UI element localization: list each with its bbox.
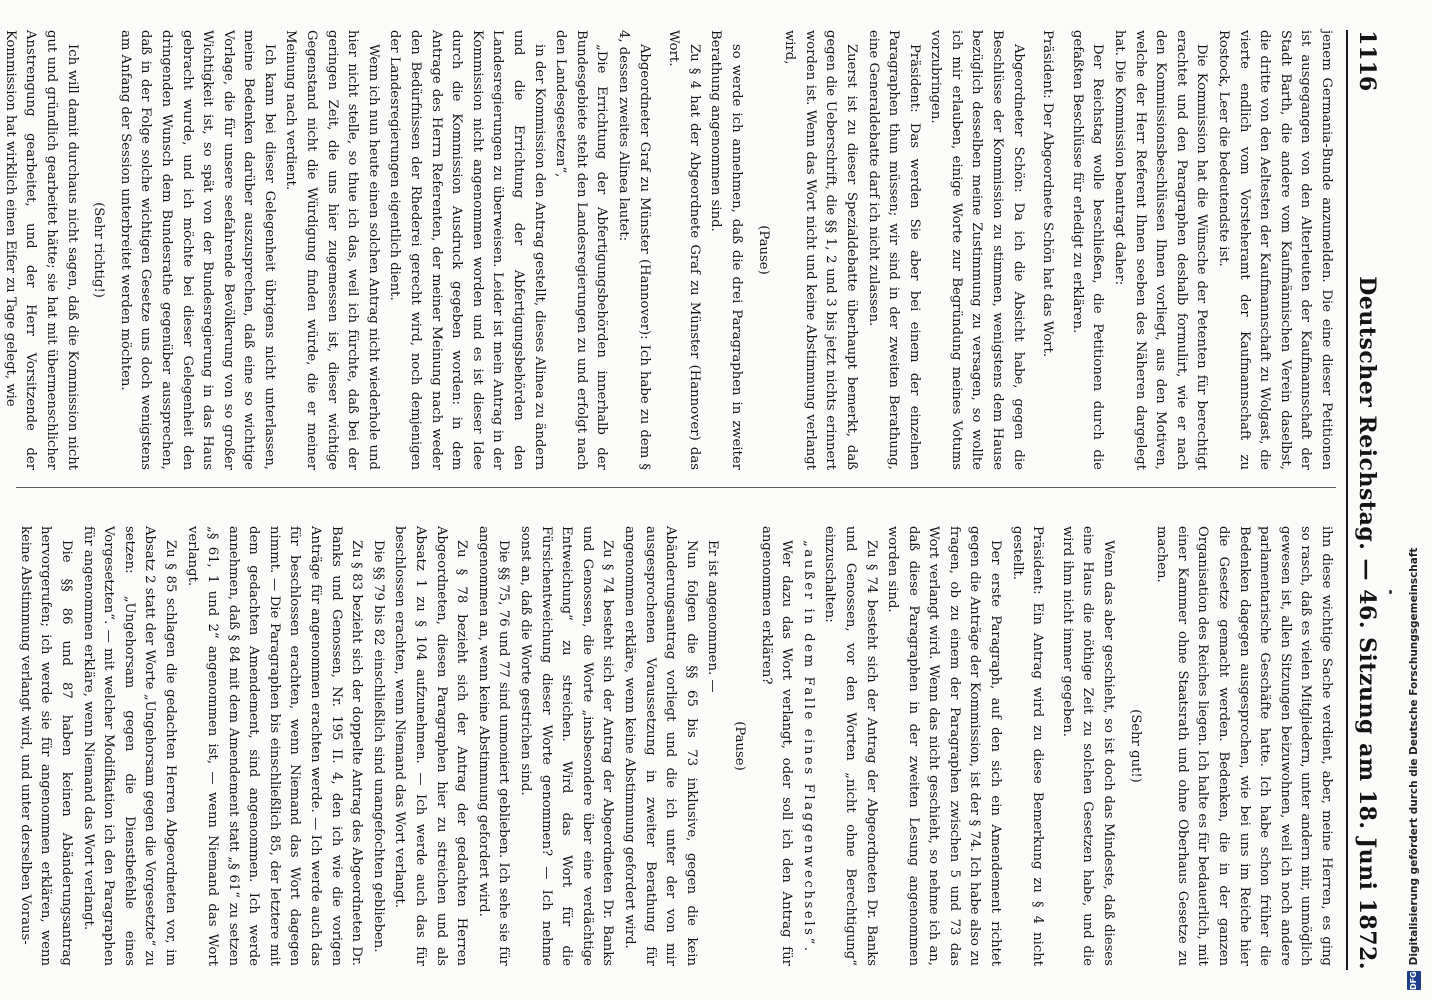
paragraph: Nun folgen die §§ 65 bis 73 inklusive, gegen die kein Abänderungsantrag vorliegt und die ich unter der von mir ausgesprochenen Voraussetzung in zweiter Berathung für angenommen erkläre, wenn keine Abstimmung gefordert wird. [622, 526, 699, 966]
digitization-credit-text: Digitalisierung gefördert durch die Deutsche Forschungsgemeinschaft [1408, 547, 1420, 966]
digitization-credit [1404, 547, 1424, 990]
page-number: 1116 [1354, 30, 1380, 92]
paragraph: Wenn ich nun heute einen solchen Antrag nicht wiederhole und hier nicht stelle, so thue ich das, weil ich fürchte, daß bei der geringen Zeit, die uns hier zugemessen ist, dieser wichtige Gegenstand nicht die Würdigung finden würde, die er meiner Meinung nach verdient. [283, 30, 381, 470]
paragraph: Präsident: Das werden Sie aber bei einem der einzelnen Paragraphen thun müssen; wir sind in der zweiten Berathung, eine Generaldebatte darf ich nicht zulassen. [865, 30, 922, 470]
paragraph: Die Kommission hat die Wünsche der Petenten für berechtigt erachtet und den Paragraphen deshalb formulirt, wie er nach den Kommissionsbeschlüssen Ihnen vorliegt, aus den Motiven, welche der Herr Referent Ihnen soeben des Näheren dargelegt hat. Die Kommission beantragt daher: [1112, 30, 1210, 470]
paragraph: (Sehr gut!) [1127, 709, 1143, 783]
scan-speck [1389, 590, 1392, 594]
paragraph: (Pause) [731, 721, 747, 771]
paragraph: in der Kommission den Antrag gestellt, dieses Alinea zu ändern und die Errichtung der Abfertigungsbehörden den Landesregierungen zu überweisen. Leider ist mein Antrag in der Kommission nicht angenommen worden und es ist dieser Idee durch die Kommission Ausdruck gegeben worden: in dem Antrage des Herrn Referenten, der meiner Meinung nach weder den Bedürfnissen der Rhederei gerecht wird, noch demjenigen der Landesregierungen eigentlich dient. [387, 30, 547, 470]
paragraph: Zu § 85 schlagen die gedachten Herren Abgeordneten vor, im Absatz 2 statt der Worte „Ungehorsam gegen die Vorgesetzte“ zu setzen: „Ungehorsam gegen die Dienstbefehle eines Vorgesetzten“. — mit welcher Modifikation ich den Paragraphen für angenommen erkläre, wenn Niemand das Wort verlangt. [80, 526, 178, 966]
paragraph: Ich kann bei dieser Gelegenheit übrigens nicht unterlassen, meine Bedenken darüber auszusprechen, daß eine so wichtige Vorlage, die für unsere seefahrende Bevölkerung von so großer Wichtigkeit ist, so spät von der Bundesregierung in das Haus gebracht wurde, und ich möchte bei dieser Gelegenheit den dringenden Wunsch dem Bundesrathe gegenüber aussprechen, daß in der Folge solche wichtigen Gesetze uns doch wenigstens am Anfang der Session unterbreitet werden möchten. [117, 30, 277, 470]
paragraph: Zu § 74 besteht sich der Antrag der Abgeordneten Dr. Banks und Genossen, vor den Worten „nicht ohne Berechtigung“ einzuschalten: [822, 526, 879, 966]
paragraph-gap [654, 30, 662, 470]
paragraph: Die §§ 79 bis 82 einschließlich sind unangefochten geblieben. [370, 540, 386, 953]
paragraph: Wenn das aber geschieht, so ist doch das Mindeste, daß dieses eine Haus die nöthige Zeit zu solchen Gesetzen habe, und die wird ihm nicht immer gegeben. [1059, 526, 1117, 966]
paragraph: „außer in dem Falle eines Flaggenwechsels“. [800, 540, 816, 954]
paragraph: (Sehr richtig!) [91, 202, 107, 298]
page-header [1346, 30, 1390, 970]
paragraph: Die §§ 75, 76 und 77 sind unmoniert geblieben. Ich sehe sie für angenommen an, wenn keine Abstimmung gefordert wird. [475, 526, 512, 966]
right-text-column [13, 526, 1336, 966]
paragraph: Die §§ 86 und 87 haben keinen Abänderungsantrag hervorgerufen; ich werde sie für angenommen erklären, wenn keine Abstimmung verlangt wird, und unter derselben Voraus- [17, 526, 74, 966]
paragraph: Er ist angenommen. — [705, 540, 721, 693]
paragraph: Zuerst ist zu dieser Spezialdebatte überhaupt bemerkt, daß gegen die Ueberschrift, die §§ 1, 2 und 3 bis jetzt nichts erinnert worden ist. Wenn das Wort nicht und keine Abstimmung verlangt wird, [782, 30, 859, 470]
paragraph: Ich will damit durchaus nicht sagen, daß die Kommission nicht gut und gründlich gearbeitet hätte; sie hat mit übermenschlicher Anstrengung gearbeitet, und der Herr Vorsitzende der Kommission hat wirklich einen Eifer zu Tage gelegt, wie [2, 30, 80, 470]
paragraph: Präsident: Der Abgeordnete Schön hat das Wort. [1040, 30, 1056, 358]
dfg-logo: DFG [1407, 971, 1421, 990]
paragraph: Der erste Paragraph, auf den sich ein Amendement richtet gegen die Anträge der Kommission, ist der § 74. Ich habe also zu fragen, ob zu einem der Paragraphen zwischen 5 und 73 das Wort verlangt wird. Wenn das nicht geschieht, so nehme ich an, daß diese Paragraphen in der zweiten Lesung angenommen worden sind. [885, 526, 1004, 966]
paragraph-gap [1057, 30, 1065, 470]
paragraph: Zu § 74 besteht sich der Antrag der Abgeordneten Dr. Banks und Genossen, die Worte „insbesondere über eine verdächtige Entweichung“ zu streichen. Wird das Wort für die Fürsichentweichung dieser Worte genommen? — Ich nehme sonst an, daß die Worte gestrichen sind. [518, 526, 616, 966]
left-text-column [0, 30, 1336, 470]
paragraph-gap [1047, 526, 1055, 966]
paragraph: Zu § 78 bezieht sich der Antrag der gedachten Herren Abgeordneten, diesen Paragraphen hier zu streichen und als Absatz 1 zu § 104 aufzunehmen. — Ich werde auch das für beschlossen erachten, wenn Niemand das Wort verlangt. [392, 526, 470, 966]
paragraph: Der Reichstag wolle beschließen, die Petitionen durch die gefaßten Beschlüsse für erledigt zu erklären. [1069, 30, 1106, 470]
paragraph: „Die Errichtung der Abfertigungsbehörden innerhalb der Bundesgebiete steht den Landesregierungen zu und erfolgt nach den Landesgesetzen“, [553, 30, 610, 470]
paragraph: Abgeordneter Schön: Da ich die Absicht habe, gegen die Beschlüsse der Kommission zu stimmen, wenigstens dem Hause bezüglich desselben meine Zustimmung zu versagen, so wollte ich mir erlauben, einige Worte zur Begründung meines Votums vorzubringen. [928, 30, 1026, 470]
paragraph: Zu § 83 bezieht sich der doppelte Antrag des Abgeordneten Dr. Banks und Genossen, Nr. 195 II. 4, den ich wie die vorigen Anträge für angenommen erachten werde. — Ich werde auch das für beschlossen erachten, wenn Niemand das Wort dagegen nimmt. — Die Paragraphen bis einschließlich 85, der letztere mit dem gedachten Amendement, sind angenommen. Ich werde annehmen, daß § 84 mit dem Amendement statt „§ 61“ zu setzen „§ 61, 1 und 2“ angenommen ist, — wenn Niemand das Wort verlangt. [184, 526, 365, 966]
paragraph: Zu § 4 hat der Abgeordnete Graf zu Münster (Hannover) das Wort. [666, 30, 702, 470]
paragraph-gap [1028, 30, 1036, 470]
paragraph: jenem Germania-Bunde anzumelden. Die eine dieser Petitionen ist ausgegangen von den Alterleuten der Kaufmannschaft der Stadt Barth, die andere vom Kaufmännischen Verein daselbst, die dritte von den Aeltesten der Kaufmannschaft zu Wolgast, die vierte endlich vom Vorsteheramt der Kaufmannschaft zu Rostock, Leer die bedeutendste ist. [1216, 30, 1334, 470]
paragraph: Wer dazu das Wort verlangt, oder soll ich den Antrag für angenommen erklären? [758, 526, 795, 966]
paragraph: Abgeordneter Graf zu Münster (Hannover): Ich habe zu dem § 4, dessen zweites Alinea lautet: [616, 30, 652, 470]
paragraph: so werde ich annehmen, daß die drei Paragraphen in zweiter Berathung angenommen sind. [708, 30, 744, 470]
paragraph: (Pause) [755, 225, 771, 275]
running-head: Deutscher Reichstag. — 46. Sitzung am 18. Juni 1872. [1354, 276, 1380, 970]
column-divider [16, 487, 1336, 488]
paragraph: ihn diese wichtige Sache verdient, aber, meine Herren, es ging so rasch, daß es vielen Mitgliedern, unter andern mir, unmöglich gewesen ist, allen Sitzungen beizuwohnen, weil ich noch andere parlamentarische Geschäfte hatte. Ich habe schon früher die Bedenken dagegen ausgesprochen, wie bei uns im Reiche hier die Gesetze gemacht werden. Bedenken, die in der ganzen Organisation des Reiches liegen. Ich halte es für bedauerlich, mit einer Kammer ohne Staatsrath und ohne Oberhaus Gesetze zu machen. [1154, 526, 1334, 966]
paragraph: Präsident: Ein Antrag wird zu diese Bemerkung zu § 4 nicht gestellt. [1009, 526, 1046, 966]
